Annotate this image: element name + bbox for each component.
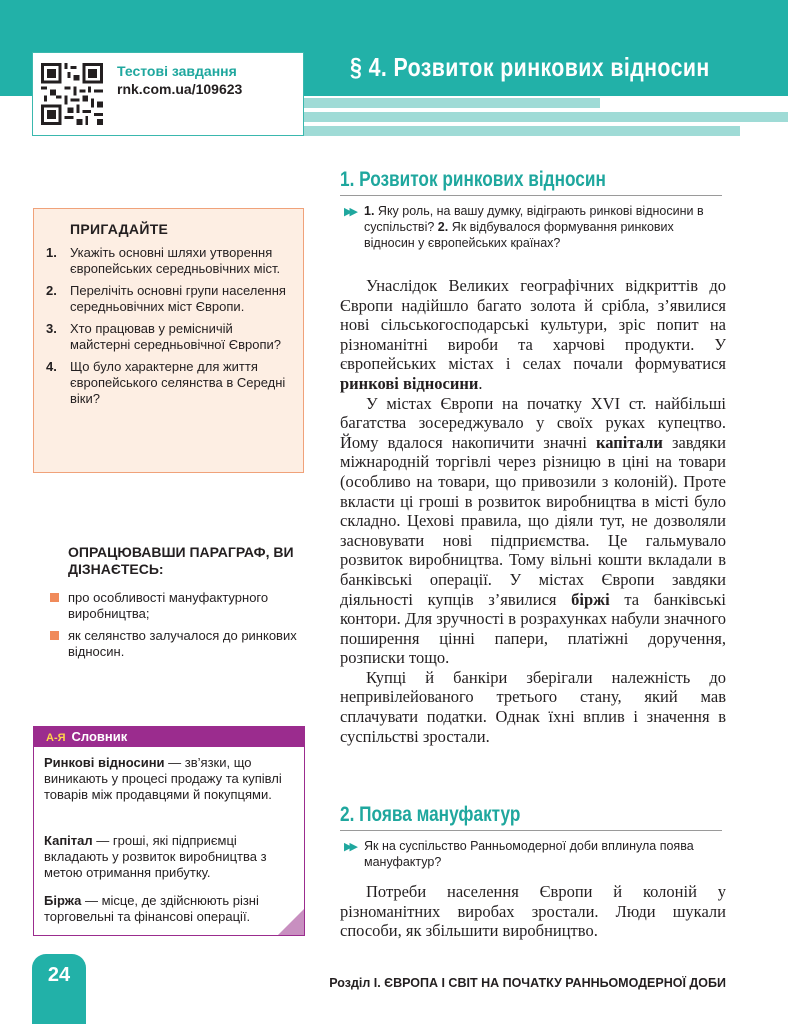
page-number-tab	[32, 954, 86, 1024]
text-run: .	[478, 373, 483, 393]
page-number: 24	[47, 964, 71, 986]
list-item-text: як селянство залучалося до ринкових відносин.	[68, 628, 297, 659]
list-item-text: про особливості мануфактурного виробництва;	[68, 590, 269, 621]
section-2-title: 2. Поява мануфактур	[340, 803, 521, 826]
glossary-entry	[44, 893, 296, 925]
glossary-entry	[44, 833, 296, 881]
bullet-square-icon	[50, 631, 59, 640]
item-text: Перелічіть основні групи населення середньовічних міст Європи.	[70, 283, 286, 314]
bullet-square-icon	[50, 593, 59, 602]
double-arrow-icon: ▶▶	[344, 841, 355, 853]
item-number: 4.	[46, 359, 57, 374]
learning-goals	[68, 544, 304, 666]
paragraph-title: § 4. Розвиток ринкових відносин	[350, 52, 710, 82]
list-item	[36, 590, 304, 622]
decor-stripe	[300, 112, 788, 122]
glossary-definition: — гроші, які підприємці вкладають у розвиток виробництва з метою отримання прибутку.	[44, 833, 267, 880]
text-run: та банківські контори. Для зручності в розрахунках набули значного поширення цінні папери, платіжні доручення, розписки тощо.	[340, 589, 726, 668]
glossary-definition: — зв’язки, що виникають у процесі продажу та купівлі товарів між продавцями й покупцями.	[44, 755, 282, 802]
decor-stripe	[300, 98, 600, 108]
learning-goals-title: ОПРАЦЮВАВШИ ПАРАГРАФ, ВИ ДІЗНАЄТЕСЬ:	[68, 544, 294, 577]
paragraph	[340, 276, 726, 394]
test-tasks-link[interactable]: rnk.com.ua/109623	[117, 81, 243, 97]
section-1-body	[340, 276, 726, 746]
remember-title: ПРИГАДАЙТЕ	[70, 221, 169, 237]
glossary-entry	[44, 755, 296, 803]
corner-fold-icon	[278, 909, 304, 935]
item-text: Хто працював у ремісничій майстерні середньовічної Європи?	[70, 321, 281, 352]
paragraph: Купці й банкіри зберігали належність до непривілейованого третього стану, який мав сплачувати податки. Однак їхні вплив і значення в суспільстві зростали.	[340, 667, 726, 746]
question-text: Як на суспільство Ранньомодерної доби вплинула поява мануфактур?	[364, 839, 694, 869]
text-run: завдяки міжнародній торгівлі через різницю в ціні на товари (особливо на товари, що привозили з колоній). Проте вкласти ці гроші в розвиток виробництва в місті було складно. Цехові правила, що діяли тут, не дозволяли засновувати нові підприємства. Це гальмувало розвиток виробництва. Тому вільні кошти вкладали в банківські операції. У містах Європи завдяки діяльності купців з’явилися	[340, 432, 726, 609]
remember-list	[46, 245, 296, 413]
remember-item	[46, 359, 296, 407]
question-2: Як відбувалося формування ринкових відносин у європейських країнах?	[364, 220, 674, 250]
remember-item	[46, 321, 296, 353]
section-2-question	[344, 838, 726, 870]
double-arrow-icon: ▶▶	[344, 206, 355, 218]
item-number: 2.	[46, 283, 57, 298]
paragraph: Потреби населення Європи й колоній у різноманітних виробах зростали. Люди шукали способи, як збільшити виробництво.	[340, 882, 726, 941]
item-number: 3.	[46, 321, 57, 336]
item-text: Укажіть основні шляхи утворення європейських середньовічних міст.	[70, 245, 281, 276]
remember-box	[33, 208, 304, 473]
question-1: Яку роль, на вашу думку, відіграють ринкові відносини в суспільстві?	[364, 204, 704, 234]
text-run: Унаслідок Великих географічних відкриттів до Європи надійшло багато золота й срібла, з’явилися нові сільськогосподарські культури, зріс попит на різноманітні вироби та харчові продукти. У європейських містах і селах почали формуватися	[340, 276, 726, 374]
section-1-questions	[344, 203, 726, 251]
section-2-body	[340, 882, 726, 941]
key-term: ринкові відносини	[340, 373, 479, 393]
text-run: У містах Європи на початку XVI ст. найбільші багатства зосереджувало у своїх руках купецтво. Йому вдалося накопичити значні	[340, 393, 726, 452]
glossary-box	[33, 726, 305, 936]
section-1-title: 1. Розвиток ринкових відносин	[340, 168, 606, 191]
remember-item	[46, 245, 296, 277]
question-number: 1.	[364, 204, 375, 218]
glossary-term: Ринкові відносини	[44, 755, 165, 770]
question-text	[344, 203, 726, 251]
test-tasks-box[interactable]	[32, 52, 304, 136]
dictionary-icon: A-Я	[46, 732, 66, 744]
paragraph	[340, 394, 726, 668]
learning-goals-list	[36, 590, 304, 660]
decor-stripe	[300, 126, 740, 136]
question-number: 2.	[437, 220, 449, 234]
glossary-title: Словник	[71, 729, 128, 744]
glossary-definition: — місце, де здійснюють різні торговельні та фінансові операції.	[44, 893, 259, 924]
key-term: біржі	[571, 589, 610, 609]
item-text: Що було характерне для життя європейського селянства в Середні віки?	[70, 359, 286, 406]
key-term: капітали	[596, 432, 663, 452]
glossary-term: Біржа	[44, 893, 82, 908]
glossary-header	[34, 727, 304, 747]
glossary-term: Капітал	[44, 833, 93, 848]
section-divider	[340, 195, 722, 196]
remember-item	[46, 283, 296, 315]
running-title: Розділ І. ЄВРОПА І СВІТ НА ПОЧАТКУ РАННЬОМОДЕРНОЇ ДОБИ	[329, 976, 726, 990]
list-item	[36, 628, 304, 660]
qr-code-icon	[41, 63, 103, 125]
section-divider	[340, 830, 722, 831]
test-tasks-title: Тестові завдання	[117, 63, 237, 79]
item-number: 1.	[46, 245, 57, 260]
